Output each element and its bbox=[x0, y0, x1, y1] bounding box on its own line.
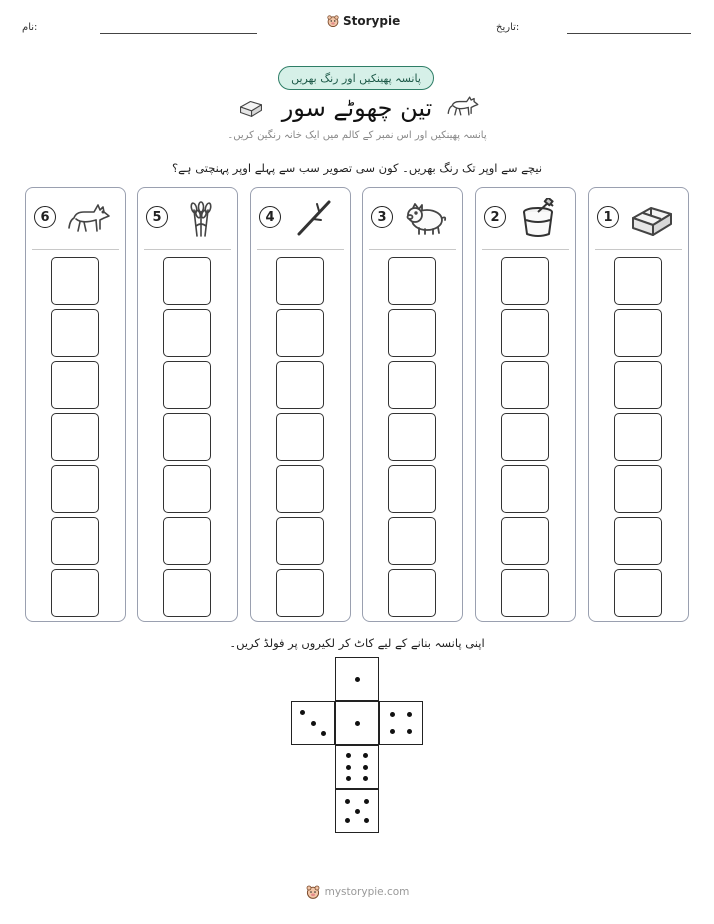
color-box[interactable] bbox=[501, 413, 549, 461]
column-number: 1 bbox=[597, 206, 619, 228]
color-box[interactable] bbox=[51, 517, 99, 565]
die-instruction: اپنی پانسہ بنانے کے لیے کاٹ کر لکیروں پر فولڈ کریں۔ bbox=[229, 636, 485, 650]
die-pip bbox=[345, 818, 350, 823]
die-pip bbox=[390, 729, 395, 734]
die-pip bbox=[355, 721, 360, 726]
column-divider bbox=[482, 249, 569, 250]
color-box[interactable] bbox=[51, 465, 99, 513]
die-pip bbox=[321, 731, 326, 736]
die-pip bbox=[390, 712, 395, 717]
color-box[interactable] bbox=[388, 413, 436, 461]
wolf-icon bbox=[66, 198, 112, 238]
color-box[interactable] bbox=[163, 257, 211, 305]
color-box[interactable] bbox=[51, 569, 99, 617]
color-box[interactable] bbox=[501, 257, 549, 305]
die-pip bbox=[345, 799, 350, 804]
footer bbox=[300, 884, 414, 900]
column-divider bbox=[257, 249, 344, 250]
page-subtitle: پانسہ پھینکیں اور اس نمبر کے کالم میں ایک خانہ رنگین کریں۔ bbox=[227, 130, 487, 141]
color-box[interactable] bbox=[163, 517, 211, 565]
color-box[interactable] bbox=[163, 569, 211, 617]
color-box[interactable] bbox=[276, 517, 324, 565]
color-box[interactable] bbox=[614, 413, 662, 461]
color-box[interactable] bbox=[163, 465, 211, 513]
title-wolf-icon bbox=[446, 90, 480, 122]
die-face-6 bbox=[335, 745, 379, 789]
color-box[interactable] bbox=[614, 465, 662, 513]
color-box[interactable] bbox=[51, 257, 99, 305]
color-box[interactable] bbox=[501, 465, 549, 513]
die-pip bbox=[407, 729, 412, 734]
storypie-mascot-icon bbox=[326, 14, 340, 28]
color-box[interactable] bbox=[614, 569, 662, 617]
name-line bbox=[100, 33, 257, 34]
color-box[interactable] bbox=[51, 413, 99, 461]
brick-icon bbox=[629, 198, 675, 238]
race-column-4 bbox=[250, 187, 351, 622]
race-column-2 bbox=[475, 187, 576, 622]
color-box[interactable] bbox=[614, 309, 662, 357]
die-pip bbox=[311, 721, 316, 726]
brand-name: Storypie bbox=[343, 14, 401, 28]
color-box[interactable] bbox=[501, 361, 549, 409]
die-face-5 bbox=[335, 789, 379, 833]
date-line bbox=[567, 33, 691, 34]
die-pip bbox=[364, 818, 369, 823]
color-box[interactable] bbox=[388, 309, 436, 357]
die-pip bbox=[300, 710, 305, 715]
column-divider bbox=[595, 249, 682, 250]
column-number: 6 bbox=[34, 206, 56, 228]
race-column-6 bbox=[25, 187, 126, 622]
die-pip bbox=[355, 809, 360, 814]
color-box[interactable] bbox=[163, 413, 211, 461]
color-box[interactable] bbox=[51, 309, 99, 357]
die-face-3 bbox=[291, 701, 335, 745]
color-box[interactable] bbox=[501, 309, 549, 357]
die-pip bbox=[346, 753, 351, 758]
color-box[interactable] bbox=[388, 569, 436, 617]
title-brick-icon bbox=[236, 96, 266, 118]
column-divider bbox=[369, 249, 456, 250]
die-pip bbox=[363, 765, 368, 770]
column-number: 2 bbox=[484, 206, 506, 228]
race-column-5 bbox=[137, 187, 238, 622]
race-question: نیچے سے اوپر تک رنگ بھریں۔ کون سی تصویر سب سے پہلے اوپر پہنچتی ہے؟ bbox=[171, 161, 543, 175]
die-pip bbox=[364, 799, 369, 804]
die-pip bbox=[355, 677, 360, 682]
color-box[interactable] bbox=[276, 309, 324, 357]
color-box[interactable] bbox=[388, 465, 436, 513]
die-pip bbox=[407, 712, 412, 717]
die-pip bbox=[363, 776, 368, 781]
date-label: تاریخ: bbox=[496, 22, 520, 33]
color-box[interactable] bbox=[614, 517, 662, 565]
die-face-4 bbox=[379, 701, 423, 745]
activity-pill: پانسہ پھینکیں اور رنگ بھریں bbox=[278, 66, 434, 90]
color-box[interactable] bbox=[388, 361, 436, 409]
color-box[interactable] bbox=[388, 257, 436, 305]
color-box[interactable] bbox=[501, 517, 549, 565]
column-number: 3 bbox=[371, 206, 393, 228]
color-box[interactable] bbox=[163, 361, 211, 409]
brand-logo bbox=[326, 14, 400, 28]
die-pip bbox=[346, 776, 351, 781]
name-label: نام: bbox=[22, 22, 38, 33]
color-box[interactable] bbox=[276, 413, 324, 461]
race-column-3 bbox=[362, 187, 463, 622]
color-box[interactable] bbox=[51, 361, 99, 409]
color-box[interactable] bbox=[276, 361, 324, 409]
color-box[interactable] bbox=[276, 569, 324, 617]
page-title: تین چھوٹے سور bbox=[281, 94, 433, 122]
color-box[interactable] bbox=[614, 257, 662, 305]
stick-icon bbox=[291, 198, 337, 238]
column-number: 4 bbox=[259, 206, 281, 228]
die-pip bbox=[363, 753, 368, 758]
color-box[interactable] bbox=[388, 517, 436, 565]
pig-icon bbox=[403, 198, 449, 238]
color-box[interactable] bbox=[501, 569, 549, 617]
die-pip bbox=[346, 765, 351, 770]
column-number: 5 bbox=[146, 206, 168, 228]
race-column-1 bbox=[588, 187, 689, 622]
straw-icon bbox=[178, 198, 224, 238]
die-face-1 bbox=[335, 701, 379, 745]
footer-url[interactable]: mystorypie.com bbox=[324, 886, 410, 898]
color-box[interactable] bbox=[276, 257, 324, 305]
color-box[interactable] bbox=[163, 309, 211, 357]
bucket-icon bbox=[516, 198, 562, 238]
storypie-mascot-icon bbox=[305, 884, 321, 900]
column-divider bbox=[144, 249, 231, 250]
column-divider bbox=[32, 249, 119, 250]
color-box[interactable] bbox=[614, 361, 662, 409]
color-box[interactable] bbox=[276, 465, 324, 513]
die-face-1 bbox=[335, 657, 379, 701]
